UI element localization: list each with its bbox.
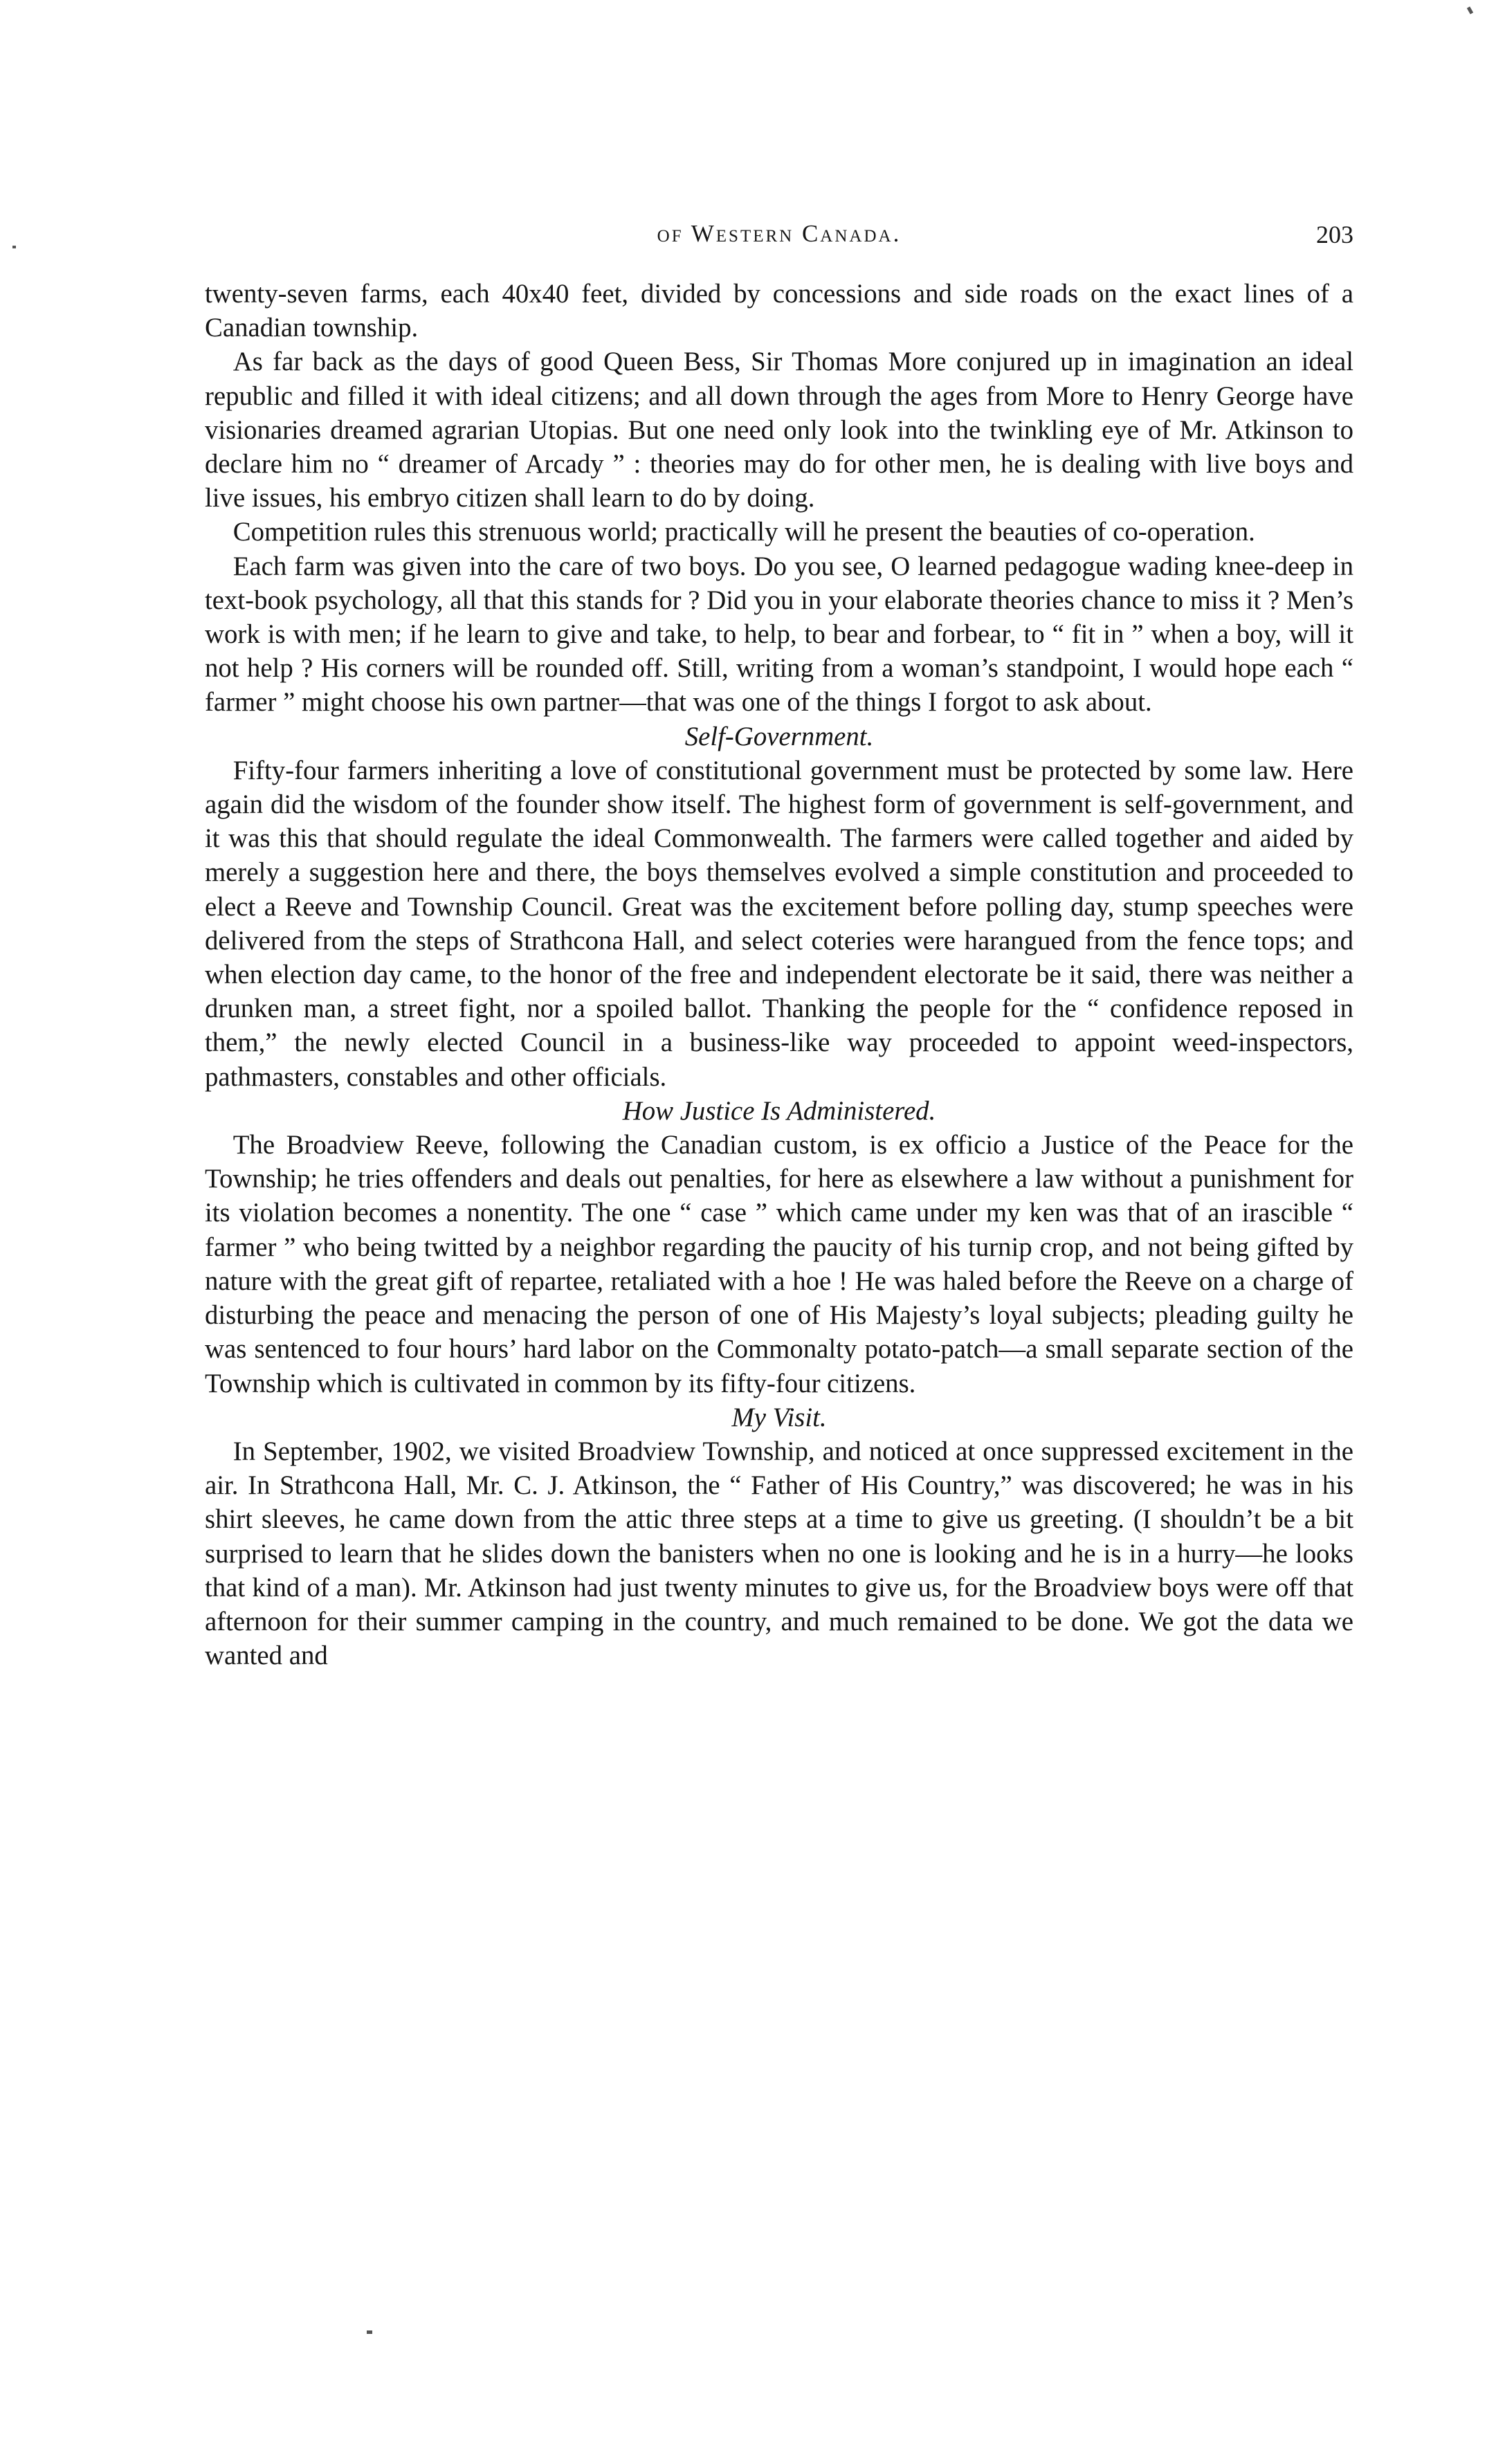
paragraph: Each farm was given into the care of two boys. Do you see, O learned pedagogue wading knee-deep in text-book psychology, all that this stands for ? Did you in your elaborate theories chance to miss it ? Men’s work is with men; if he learn to give and take, to help, to bear and forbear, to “ fit in ” when a boy, will it not help ? His corners will be rounded off. Still, writing from a woman’s standpoint, I would hope each “ farmer ” might choose his own partner—that was one of the things I forgot to ask about. <box>205 551 1353 718</box>
scan-speck <box>12 246 16 248</box>
paragraph: Fifty-four farmers inheriting a love of constitutional government must be protected by some law. Here again did the wisdom of the founder show itself. The highest form of government is self-government, and it was this that should regulate the ideal Commonwealth. The farmers were called together and aided by merely a suggestion here and there, the boys themselves evolved a simple constitution and proceeded to elect a Reeve and Township Council. Great was the excitement before polling day, stump speeches were delivered from the steps of Strathcona Hall, and select coteries were harangued from the fence tops; and when election day came, to the honor of the free and independent electorate be it said, there was neither a drunken man, a street fight, nor a spoiled ballot. Thanking the people for the “ confidence reposed in them,” the newly elected Council in a business-like way proceeded to appoint weed-inspectors, pathmasters, constables and other officials. <box>205 755 1353 1092</box>
section-heading-self-government: Self-Government. <box>684 721 874 751</box>
paragraph: twenty-seven farms, each 40x40 feet, divided by concessions and side roads on the exact lines of a Canadian township. <box>205 279 1353 343</box>
book-page <box>205 220 1353 2379</box>
section-heading-visit: My Visit. <box>731 1402 827 1432</box>
paragraph: In September, 1902, we visited Broadview Township, and noticed at once suppressed excitement in the air. In Strathcona Hall, Mr. C. J. Atkinson, the “ Father of His Country,” was discovered; he was in his shirt sleeves, he came down from the attic three steps at a time to give us greeting. (I shouldn’t be a bit surprised to learn that he slides down the banisters when no one is looking and he is in a hurry—he looks that kind of a man). Mr. Atkinson had just twenty minutes to give us, for the Broadview boys were off that afternoon for their summer camping in the country, and much remained to be done. We got the data we wanted and <box>205 1436 1353 1671</box>
paragraph: The Broadview Reeve, following the Canadian custom, is ex officio a Justice of the Peace for the Township; he tries offenders and deals out penalties, for here as elsewhere a law without a punishment for its violation becomes a nonentity. The one “ case ” which came under my ken was that of an irascible “ farmer ” who being twitted by a neighbor regarding the paucity of his turnip crop, and not being gifted by nature with the great gift of repartee, retaliated with a hoe ! He was haled before the Reeve on a charge of disturbing the peace and menacing the person of one of His Majesty’s loyal subjects; pleading guilty he was sentenced to four hours’ hard labor on the Commonalty potato-patch—a small separate section of the Township which is cultivated in common by its fifty-four citizens. <box>205 1130 1353 1398</box>
scan-speck <box>1467 6 1473 14</box>
page-number: 203 <box>1316 221 1353 248</box>
running-title: of Western Canada. <box>657 220 902 247</box>
section-heading-justice: How Justice Is Administered. <box>622 1095 936 1126</box>
paragraph: As far back as the days of good Queen Bess, Sir Thomas More conjured up in imagination an ideal republic and filled it with ideal citizens; and all down through the ages from More to Henry George have visionaries dreamed agrarian Utopias. But one need only look into the twinkling eye of Mr. Atkinson to declare him no “ dreamer of Arcady ” : theories may do for other men, he is dealing with live boys and live issues, his embryo citizen shall learn to do by doing. <box>205 347 1353 513</box>
body-text <box>205 277 1353 1672</box>
paragraph: Competition rules this strenuous world; practically will he present the beauties of co-operation. <box>232 517 1255 547</box>
running-head <box>205 220 1353 262</box>
